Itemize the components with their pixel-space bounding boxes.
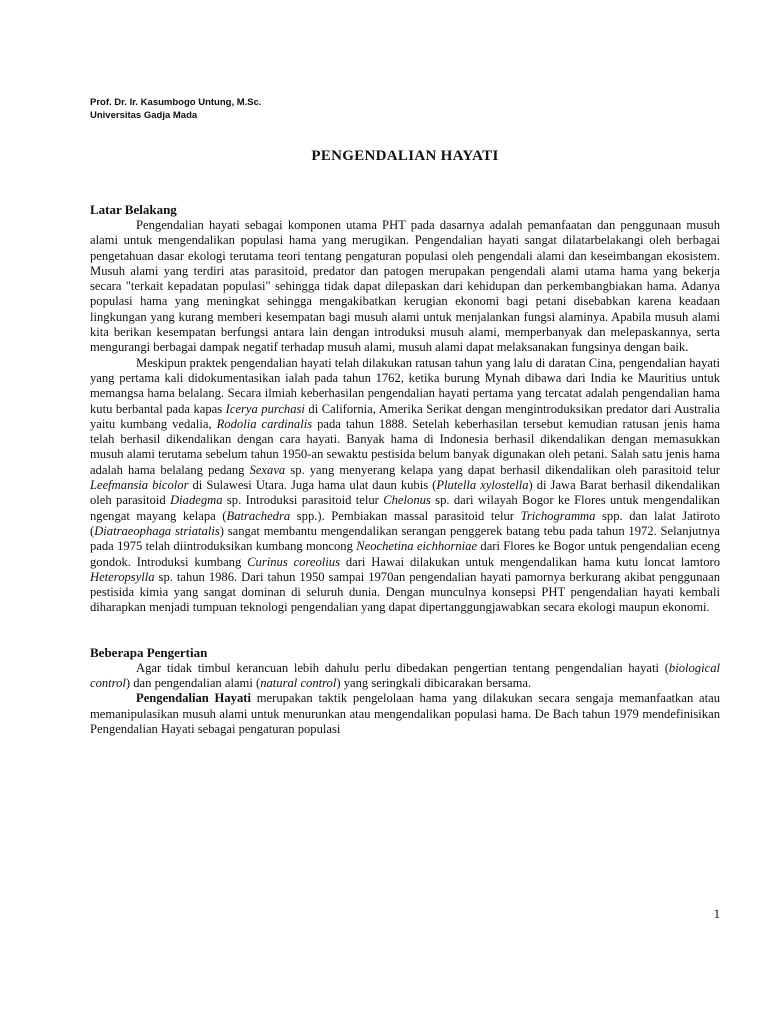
text-run: di California, Amerika Serikat dengan mengintroduksikan predator dari Australia yaitu kumbang vedalia, (90, 401, 720, 431)
text-run: ) dan pengendalian alami ( (125, 676, 261, 691)
italic-term: Leefmansia bicolor (90, 478, 189, 493)
text-run: ) yang seringkali dibicarakan bersama. (336, 676, 532, 691)
text-run: sp. Introduksi parasitoid telur (222, 493, 384, 508)
text-run: dari Hawai dilakukan untuk mengendalikan hama kutu loncat lamtoro (340, 554, 720, 569)
bold-term: Pengendalian Hayati (136, 691, 251, 706)
paragraph (90, 661, 720, 692)
paragraph (90, 691, 720, 737)
text-run: ) sangat membantu mengendalikan serangan penggerek batang tebu pada tahun 1972. Selanjutnya pada 1975 telah diintroduksikan kumbang moncong (90, 523, 721, 554)
text-run: sp. tahun 1986. Dari tahun 1950 sampai 1970an pengendalian hayati pamornya berkurang akibat penggunaan pestisida kimia yang sangat dominan di seluruh dunia. Dengan munculnya konsepsi PHT pengendalian hayati kembali diharapkan menjadi tumpuan teknologi pengendalian yang dapat dipertanggungjawabkan secara ekologi maupun ekonomi. (90, 569, 720, 615)
text-run: spp. dan lalat Jatiroto ( (90, 508, 720, 538)
paragraph (90, 218, 720, 356)
italic-term: Diatraeophaga striatalis (94, 523, 220, 538)
author-institution: Universitas Gadja Mada (90, 110, 198, 121)
italic-term: biological control (90, 660, 720, 691)
text-run: spp.). Pembiakan massal parasitoid telur (290, 508, 521, 523)
text-run: ) di Jawa Barat berhasil dikendalikan oleh parasitoid (90, 478, 721, 508)
text-run: Agar tidak timbul kerancuan lebih dahulu perlu dibedakan pengertian tentang pengendalian hayati ( (136, 660, 669, 675)
text-run: dari Flores ke Bogor untuk pengendalian eceng gondok. Introduksi kumbang (90, 539, 720, 569)
italic-term: Plutella xylostella (436, 478, 529, 493)
text-run: di Sulawesi Utara. Juga hama ulat daun kubis ( (188, 478, 437, 493)
italic-term: natural control (260, 676, 337, 691)
text-run: Pengendalian hayati sebagai komponen utama PHT pada dasarnya adalah pemanfaatan dan penggunaan musuh alami untuk mengendalikan populasi hama yang merugikan. Pengendalian hayati sangat dilatarbelakangi oleh berbagai pengetahuan dasar ekologi terutama teori tentang pengaturan populasi oleh pengendali alami dan keseimbangan ekosistem. Musuh alami yang terdiri atas parasitoid, predator dan patogen merupakan pengendali alami utama hama yang bekerja secara "terkait kepadatan populasi" sehingga tidak dapat dilepaskan dari kehidupan dan perkembangbiakan hama. Adanya populasi hama yang meningkat sehingga mengakibatkan kerugian ekonomi bagi petani disebabkan karena keadaan lingkungan yang kurang memberi kesempatan bagi musuh alami untuk menjalankan fungsi alaminya. Apabila musuh alami kita berikan kesempatan berfungsi antara lain dengan introduksi musuh alami, memperbanyak dan melepaskannya, serta mengurangi berbagai dampak negatif terhadap musuh alami, musuh alami dapat melaksanakan fungsinya dengan baik. (90, 218, 720, 355)
italic-term: Trichogramma (520, 508, 596, 523)
italic-term: Batrachedra (226, 508, 291, 523)
italic-term: Rodolia cardinalis (216, 416, 313, 431)
text-run: merupakan taktik pengelolaan hama yang dilakukan secara sengaja memanfaatkan atau memanipulasikan musuh alami untuk menurunkan atau mengendalikan populasi hama. De Bach tahun 1979 mendefinisikan Pengendalian Hayati sebagai pengaturan populasi (90, 691, 720, 736)
document-title: PENGENDALIAN HAYATI (311, 148, 499, 164)
text-run: Meskipun praktek pengendalian hayati telah dilakukan ratusan tahun yang lalu di daratan Cina, pengendalian hayati yang pertama kali didokumentasikan ialah pada tahun 1762, ketika burung Mynah dibawa dari India ke Mauritius untuk memangsa hama belalang. Secara ilmiah keberhasilan pengendalian hayati pertama yang tercatat adalah pengendalian hama kutu berbantal pada kapas (90, 355, 720, 416)
text-run: sp. dari wilayah Bogor ke Flores untuk mengendalikan ngengat mayang kelapa ( (90, 493, 720, 523)
author-name: Prof. Dr. Ir. Kasumbogo Untung, M.Sc. (90, 97, 262, 108)
italic-term: Heteropsylla (90, 569, 155, 584)
italic-term: Sexava (249, 462, 286, 477)
section-heading-beberapa-pengertian: Beberapa Pengertian (90, 644, 208, 660)
paragraph (90, 356, 720, 616)
italic-term: Curinus coreolius (247, 554, 340, 569)
text-run: sp. yang menyerang kelapa yang dapat berhasil dikendalikan oleh parasitoid telur (285, 462, 720, 477)
page-number: 1 (713, 907, 720, 921)
italic-term: Chelonus (383, 493, 431, 508)
italic-term: Icerya purchasi (225, 401, 305, 416)
italic-term: Diadegma (170, 493, 223, 508)
text-run: pada tahun 1888. Setelah keberhasilan tersebut kemudian ratusan jenis hama telah berhasil dikendalikan dengan cara hayati. Banyak hama di Indonesia berhasil dikendalikan dengan memasukkan musuh alami terutama sebelum tahun 1950-an sewaktu pestisida belum banyak digunakan oleh petani. Salah satu jenis hama adalah hama belalang pedang (90, 416, 720, 477)
section-heading-latar-belakang: Latar Belakang (90, 202, 177, 217)
italic-term: Neochetina eichhorniae (356, 539, 478, 554)
